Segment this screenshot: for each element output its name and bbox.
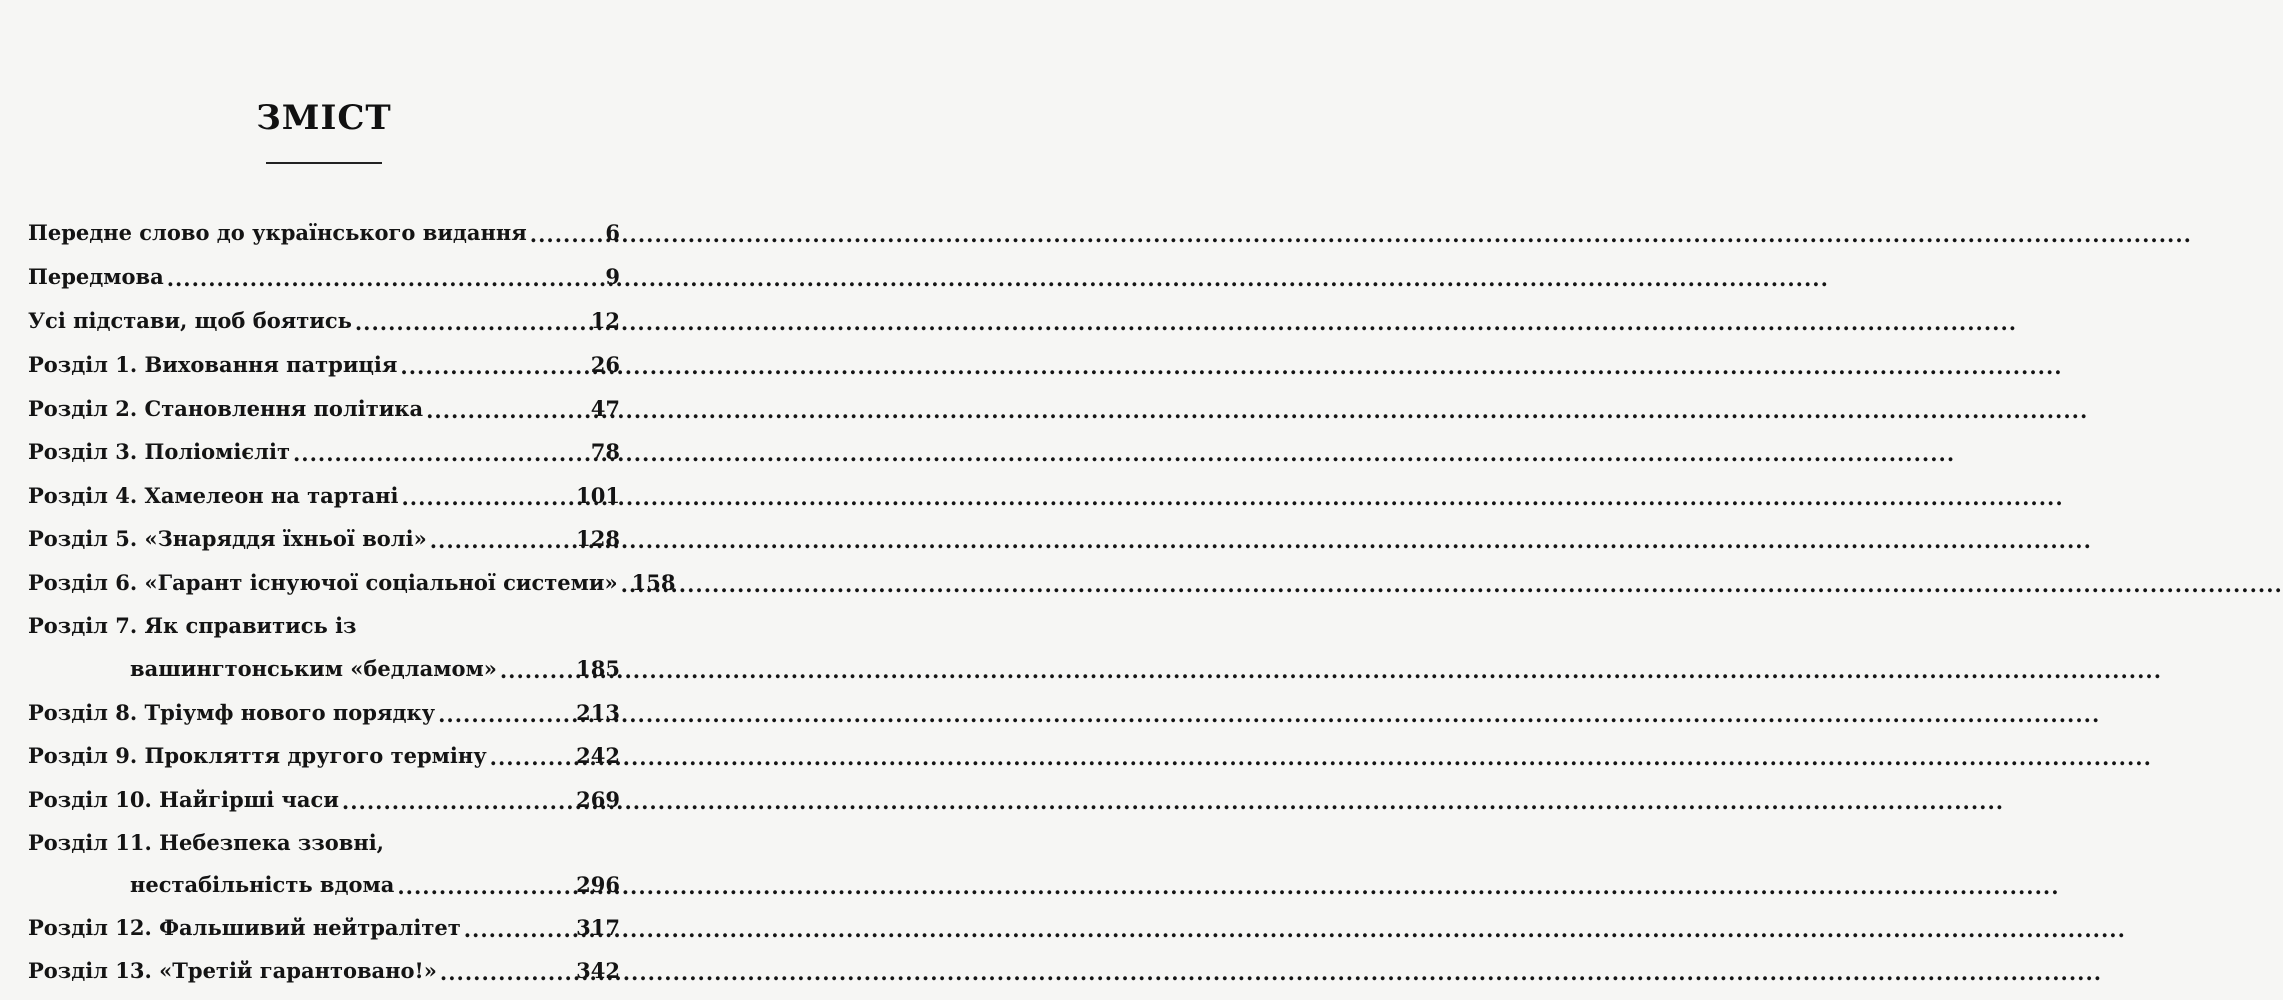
toc-entry-label: Передмова [28,264,164,289]
toc-page-number: 213 [576,700,620,725]
toc-entry-label: Розділ 6. «Гарант існуючої соціальної системи» [28,570,618,595]
toc-entry [28,685,620,725]
toc-entry [28,468,620,508]
toc-page-number: 47 [590,396,620,421]
toc-entry [28,772,620,812]
toc-entry-continuation [130,857,620,897]
dot-leader [401,487,573,508]
toc-page-number: 242 [576,743,620,768]
dot-leader [440,962,573,983]
toc-entry [28,424,620,464]
toc-entry-label: Розділ 7. Як справитись із [28,613,357,638]
toc-entry-label-continued: нестабільність вдома [130,872,395,897]
dot-leader [342,791,573,812]
toc-page-number: 185 [576,656,620,681]
dot-leader [438,704,573,725]
toc-entry [28,728,620,768]
toc-page-number: 26 [590,352,620,377]
toc-page-number: 317 [576,915,620,940]
toc-entry [28,943,620,983]
dot-leader [293,443,588,464]
dot-leader [621,574,629,595]
toc-page-number: 296 [576,872,620,897]
toc-entry [28,511,620,551]
toc-page-number: 78 [590,439,620,464]
toc-entry [28,205,620,245]
toc-page-number: 342 [576,958,620,983]
toc-entry-label: Усі підстави, щоб боятись [28,308,352,333]
dot-leader [426,400,588,421]
toc-entry [28,293,620,333]
page-title: ЗМІСТ [256,98,392,138]
toc-entry-label: Розділ 5. «Знаряддя їхньої волі» [28,526,427,551]
toc-page-number: 9 [605,264,620,289]
toc-entry [28,900,620,940]
dot-leader [464,919,573,940]
toc-entry-label-continued: вашингтонським «бедламом» [130,656,497,681]
toc-page-number: 12 [590,308,620,333]
toc-entry-label: Розділ 4. Хамелеон на тартані [28,483,399,508]
dot-leader [530,224,603,245]
toc-entry-label: Розділ 3. Поліомієліт [28,439,290,464]
dot-leader [355,312,588,333]
toc-page-number: 6 [605,220,620,245]
dot-leader [400,356,587,377]
dot-leader [490,747,573,768]
toc-page-number: 128 [576,526,620,551]
toc-entry-label: Розділ 11. Небезпека ззовні, [28,830,384,855]
toc-entry-label: Передне слово до українського видання [28,220,527,245]
dot-leader [500,660,573,681]
toc-page-number: 158 [631,570,676,595]
toc-entry [28,555,676,595]
dot-leader [167,268,603,289]
title-underline [266,162,382,164]
toc-page-number: 269 [576,787,620,812]
toc-entry-label: Розділ 10. Найгірші часи [28,787,339,812]
dot-leader [397,876,573,897]
toc-page-number: 101 [576,483,620,508]
book-page [0,0,676,1000]
toc-entry-label: Розділ 1. Виховання патриція [28,352,398,377]
toc-entry-label: Розділ 9. Прокляття другого терміну [28,743,487,768]
toc-entry-label: Розділ 2. Становлення політика [28,396,424,421]
toc-entry-label: Розділ 12. Фальшивий нейтралітет [28,915,461,940]
toc-entry-label: Розділ 8. Тріумф нового порядку [28,700,436,725]
toc-entry [28,337,620,377]
toc-entry-first-line [28,815,620,855]
toc-entry-continuation [130,641,620,681]
dot-leader [430,530,573,551]
toc-entry [28,381,620,421]
toc-entry [28,249,620,289]
toc-entry-label: Розділ 13. «Третій гарантовано!» [28,958,437,983]
toc-entry-first-line [28,598,620,638]
